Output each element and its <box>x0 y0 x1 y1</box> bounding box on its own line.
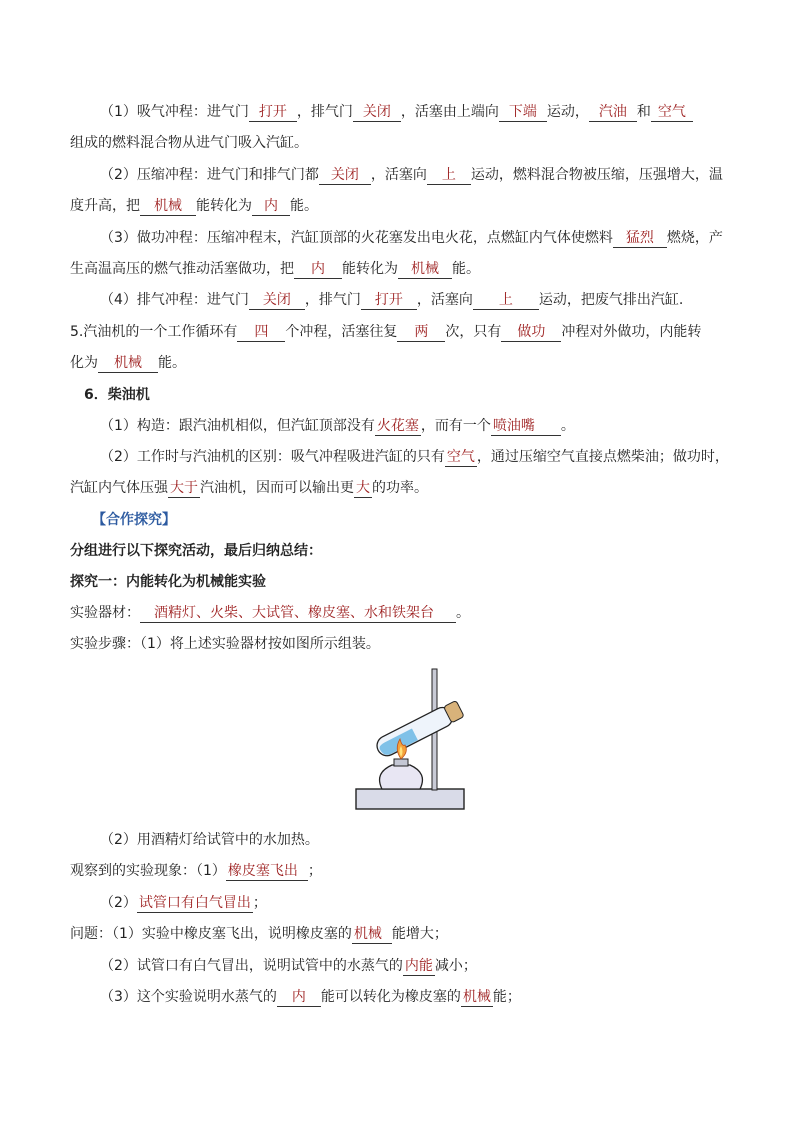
p5-line1: 5.汽油机的一个工作循环有 四 个冲程，活塞往复 两 次，只有 做功 冲程对外做功，内能转 <box>70 324 702 340</box>
apparatus-figure <box>352 665 468 815</box>
blank-answer: 内能 <box>404 958 433 974</box>
blank-answer: 喷油嘴 <box>491 418 561 436</box>
p1-line1: （1）吸气冲程：进气门 打开 ，排气门 关闭 ，活塞由上端向 下端 运动， 汽油 和 空气 <box>100 102 794 122</box>
blank-answer: 下端 <box>499 104 547 122</box>
blank-answer: 关闭 <box>249 292 305 310</box>
p5-line2: 化为 机械 能。 <box>70 355 186 371</box>
lamp-cap <box>394 759 408 766</box>
blank-answer: 猛烈 <box>613 230 667 248</box>
blank-answer: 大 <box>356 480 370 496</box>
question3-line: （3）这个实验说明水蒸气的 内 能可以转化为橡皮塞的 机械 能； <box>100 989 521 1005</box>
blank-answer: 内 <box>277 989 321 1007</box>
blank-answer: 大于 <box>170 480 198 496</box>
p4-line1: （4）排气冲程：进气门 关闭 ，排气门 打开 ，活塞向 上 运动，把废气排出汽缸. <box>100 292 684 308</box>
blank-answer: 汽油 <box>589 104 637 122</box>
step2-line: （2）用酒精灯给试管中的水加热。 <box>100 832 319 848</box>
p2-line1: （2）压缩冲程：进气门和排气门都 关闭 ，活塞向 上 运动，燃料混合物被压缩，压强增大，温 <box>100 167 723 183</box>
blank-answer: 机械 <box>352 926 392 944</box>
blank-answer: 空气 <box>651 104 693 122</box>
p3-line2: 生高温高压的燃气推动活塞做功，把 内 能转化为 机械 能。 <box>70 261 480 277</box>
p6b-line2: 汽缸内气体压强 大于 汽油机，因而可以输出更 大 的功率。 <box>70 480 428 496</box>
blank-answer: 打开 <box>249 104 297 122</box>
blank-answer: 酒精灯、火柴、大试管、橡皮塞、水和铁架台 <box>140 605 456 623</box>
blank-answer: 空气 <box>446 449 475 465</box>
blank-answer: 机械 <box>140 198 196 216</box>
question1-line: 问题：（1）实验中橡皮塞飞出，说明橡皮塞的 机械 能增大； <box>70 926 448 942</box>
blank-answer: 火花塞 <box>376 418 419 434</box>
section-heading-cooperative: 【合作探究】 <box>92 512 176 528</box>
observation2-line: （2） 试管口有白气冒出 ； <box>100 895 267 911</box>
p3-line1: （3）做功冲程：压缩冲程末，汽缸顶部的火花塞发出电火花，点燃缸内气体使燃料 猛烈 燃烧，产 <box>100 230 723 246</box>
question2-line: （2）试管口有白气冒出，说明试管中的水蒸气的 内能 减小； <box>100 958 477 974</box>
blank-answer: 内 <box>294 261 342 279</box>
materials-line: 实验器材： 酒精灯、火柴、大试管、橡皮塞、水和铁架台 。 <box>70 605 470 621</box>
blank-answer: 机械 <box>398 261 452 279</box>
blank-answer: 内 <box>252 198 290 216</box>
section-heading-diesel: 6．柴油机 <box>84 387 150 403</box>
blank-answer: 机械 <box>98 355 158 373</box>
blank-answer: 机械 <box>462 989 491 1005</box>
experiment-title: 探究一：内能转化为机械能实验 <box>70 574 266 590</box>
p6b-line1: （2）工作时与汽油机的区别：吸气冲程吸进汽缸的只有 空气 ，通过压缩空气直接点燃柴油；做功时， <box>100 449 729 465</box>
p6a-line: （1）构造：跟汽油机相似，但汽缸顶部没有 火花塞 ，而有一个 喷油嘴 。 <box>100 418 575 434</box>
p2-line2: 度升高，把 机械 能转化为 内 能。 <box>70 198 318 214</box>
observation1-line: 观察到的实验现象：（1） 橡皮塞飞出 ； <box>70 863 322 879</box>
blank-answer: 做功 <box>501 324 561 342</box>
blank-answer: 试管口有白气冒出 <box>138 895 251 911</box>
step1-line: 实验步骤：（1）将上述实验器材按如图所示组装。 <box>70 636 380 652</box>
blank-answer: 关闭 <box>353 104 401 122</box>
blank-answer: 上 <box>473 292 539 310</box>
blank-answer: 打开 <box>361 292 417 310</box>
blank-answer: 上 <box>427 167 471 185</box>
blank-answer: 橡皮塞飞出 <box>226 863 308 881</box>
alcohol-lamp <box>380 765 423 789</box>
blank-answer: 两 <box>397 324 445 342</box>
blank-answer: 四 <box>237 324 285 342</box>
stand-base <box>356 789 464 809</box>
blank-answer: 关闭 <box>319 167 371 185</box>
p1-line2: 组成的燃料混合物从进气门吸入汽缸。 <box>70 135 308 151</box>
group-instruction: 分组进行以下探究活动，最后归纳总结： <box>70 543 322 559</box>
